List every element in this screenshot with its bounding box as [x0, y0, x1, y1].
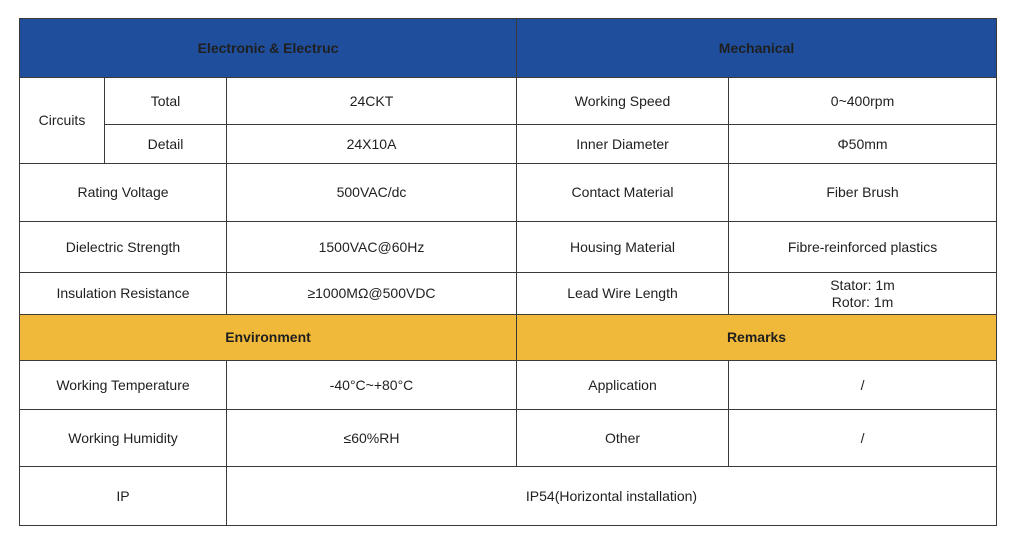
table-row [20, 273, 997, 315]
table-row [20, 410, 997, 467]
application-label: Application [517, 361, 729, 410]
table-row [20, 222, 997, 273]
working-temperature-label: Working Temperature [20, 361, 227, 410]
detail-label: Detail [105, 125, 227, 164]
table-row [20, 164, 997, 222]
contact-material-label: Contact Material [517, 164, 729, 222]
table-row [20, 467, 997, 526]
insulation-resistance-label: Insulation Resistance [20, 273, 227, 315]
ip-value: IP54(Horizontal installation) [227, 467, 997, 526]
detail-value: 24X10A [227, 125, 517, 164]
rating-voltage-label: Rating Voltage [20, 164, 227, 222]
lead-wire-length-label: Lead Wire Length [517, 273, 729, 315]
working-humidity-value: ≤60%RH [227, 410, 517, 467]
total-value: 24CKT [227, 78, 517, 125]
working-speed-label: Working Speed [517, 78, 729, 125]
inner-diameter-value: Φ50mm [729, 125, 997, 164]
housing-material-value: Fibre-reinforced plastics [729, 222, 997, 273]
inner-diameter-label: Inner Diameter [517, 125, 729, 164]
environment-header: Environment [20, 315, 517, 361]
working-temperature-value: -40°C~+80°C [227, 361, 517, 410]
insulation-resistance-value: ≥1000MΩ@500VDC [227, 273, 517, 315]
dielectric-strength-value: 1500VAC@60Hz [227, 222, 517, 273]
header-row-gold [20, 315, 997, 361]
contact-material-value: Fiber Brush [729, 164, 997, 222]
working-humidity-label: Working Humidity [20, 410, 227, 467]
header-row-blue [20, 19, 997, 78]
ip-label: IP [20, 467, 227, 526]
total-label: Total [105, 78, 227, 125]
remarks-header: Remarks [517, 315, 997, 361]
application-value: / [729, 361, 997, 410]
other-label: Other [517, 410, 729, 467]
other-value: / [729, 410, 997, 467]
lead-wire-stator: Stator: 1m [830, 276, 895, 293]
working-speed-value: 0~400rpm [729, 78, 997, 125]
dielectric-strength-label: Dielectric Strength [20, 222, 227, 273]
mechanical-header: Mechanical [517, 19, 997, 78]
table-row [20, 78, 997, 125]
table-row [20, 361, 997, 410]
lead-wire-length-value [729, 273, 997, 315]
electronic-header: Electronic & Electruc [20, 19, 517, 78]
rating-voltage-value: 500VAC/dc [227, 164, 517, 222]
spec-table [19, 18, 997, 526]
lead-wire-rotor: Rotor: 1m [831, 293, 894, 310]
housing-material-label: Housing Material [517, 222, 729, 273]
table-row [20, 125, 997, 164]
circuits-label: Circuits [20, 78, 105, 164]
